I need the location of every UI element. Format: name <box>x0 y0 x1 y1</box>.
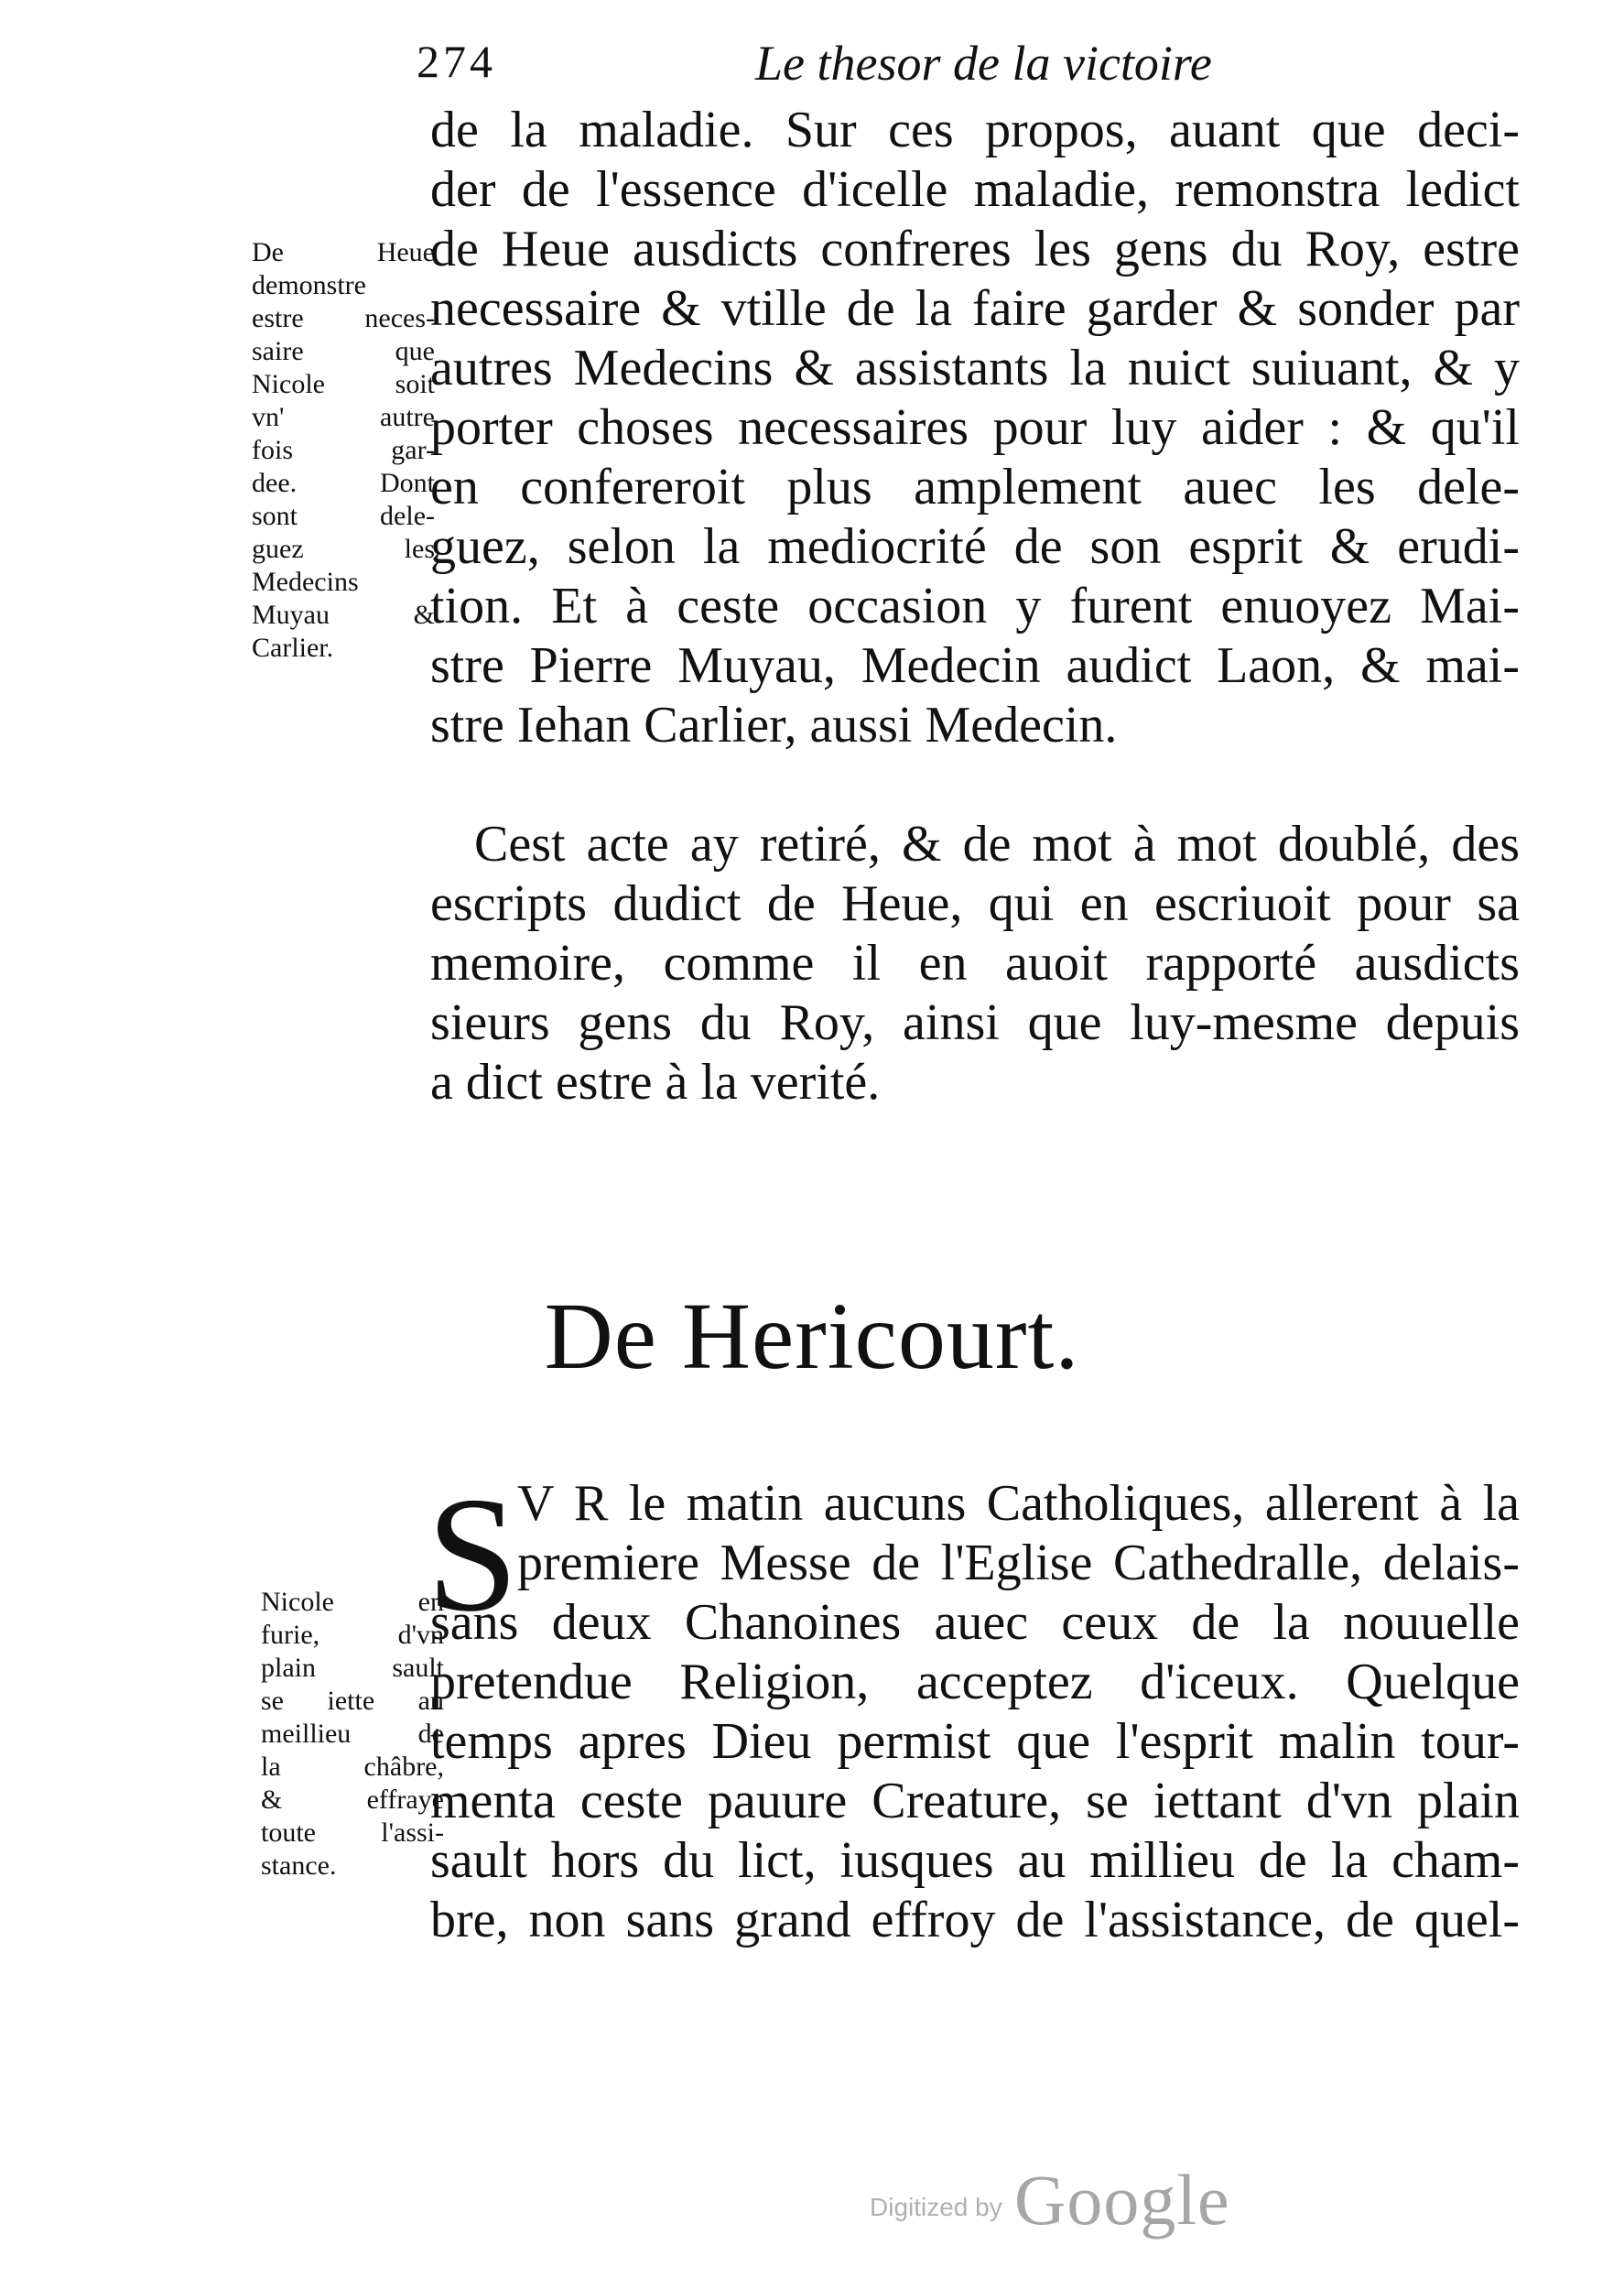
text-line: de la maladie. Sur ces propos, auant que deci- <box>430 102 1520 158</box>
margin-note-line: estre neces- <box>252 303 435 333</box>
section-title: De Hericourt. <box>544 1284 1080 1389</box>
text-line: tion. Et à ceste occasion y furent enuoyez Mai- <box>430 578 1520 635</box>
margin-note-2 <box>261 1586 444 1882</box>
running-head <box>417 35 1240 99</box>
text-line: bre, non sans grand effroy de l'assistance, de quel- <box>430 1892 1520 1948</box>
margin-note-line: meillieu de <box>261 1719 444 1749</box>
text-line: Cest acte ay retiré, & de mot à mot doublé, des <box>474 816 1520 873</box>
text-line: stre Pierre Muyau, Medecin audict Laon, & mai- <box>430 637 1520 694</box>
text-line: en confereroit plus amplement auec les dele- <box>430 459 1520 515</box>
drop-cap: S <box>427 1463 519 1645</box>
margin-note-line: saire que <box>252 336 435 366</box>
margin-note-line: Carlier. <box>252 633 334 663</box>
margin-note-line: sont dele- <box>252 501 435 531</box>
margin-note-1 <box>252 236 435 665</box>
margin-note-line: la châbre, <box>261 1752 444 1782</box>
margin-note-line: Medecins <box>252 567 359 597</box>
text-line: porter choses necessaires pour luy aider : & qu'il <box>430 399 1520 456</box>
text-line: de Heue ausdicts confreres les gens du Roy, estre <box>430 221 1520 277</box>
margin-note-line: guez les <box>252 534 435 564</box>
text-line: sault hors du lict, iusques au millieu de la cham- <box>430 1832 1520 1889</box>
text-line: stre Iehan Carlier, aussi Medecin. <box>430 697 1118 754</box>
text-line: V R le matin aucuns Catholiques, allerent à la <box>517 1475 1520 1532</box>
paragraph-1 <box>430 101 1520 755</box>
margin-note-line: stance. <box>261 1850 337 1881</box>
margin-note-line: vn' autre <box>252 402 435 432</box>
margin-note-line: Nicole soit <box>252 369 435 399</box>
text-line: necessaire & vtille de la faire garder & sonder par <box>430 280 1520 337</box>
text-line: temps apres Dieu permist que l'esprit malin tour- <box>430 1713 1520 1770</box>
text-line: autres Medecins & assistants la nuict suiuant, & y <box>430 340 1520 396</box>
margin-note-line: dee. Dont <box>252 468 435 498</box>
page-number: 274 <box>417 36 496 87</box>
margin-note-line: toute l'assi- <box>261 1817 444 1848</box>
text-line: der de l'essence d'icelle maladie, remonstra ledict <box>430 161 1520 218</box>
margin-note-line: De Heue <box>252 237 435 267</box>
margin-note-line: Nicole en <box>261 1587 444 1617</box>
margin-note-line: plain sault <box>261 1653 444 1683</box>
text-line: pretendue Religion, acceptez d'iceux. Quelque <box>430 1654 1520 1710</box>
margin-note-line: Muyau & <box>252 600 435 630</box>
margin-note-line: & effraye <box>261 1785 444 1815</box>
text-line: a dict estre à la verité. <box>430 1054 881 1111</box>
margin-note-line: se iette au <box>261 1686 444 1716</box>
text-line: escripts dudict de Heue, qui en escriuoit pour sa <box>430 875 1520 932</box>
margin-note-line: fois gar- <box>252 435 435 465</box>
digitized-by-label: Digitized by <box>870 2193 1002 2221</box>
text-line: menta ceste pauure Creature, se iettant d'vn plain <box>430 1773 1520 1829</box>
text-line: premiere Messe de l'Eglise Cathedralle, delais- <box>517 1535 1520 1591</box>
margin-note-line: furie, d'vn <box>261 1620 444 1650</box>
text-line: sans deux Chanoines auec ceux de la nouuelle <box>430 1594 1520 1651</box>
google-watermark: Google <box>1014 2160 1230 2240</box>
text-line: sieurs gens du Roy, ainsi que luy-mesme depuis <box>430 994 1520 1051</box>
text-line: memoire, comme il en auoit rapporté ausdicts <box>430 935 1520 992</box>
paragraph-3 <box>430 1474 1520 1950</box>
paragraph-2 <box>430 815 1520 1112</box>
margin-note-line: demonstre <box>252 270 366 300</box>
text-line: guez, selon la mediocrité de son esprit & erudi- <box>430 518 1520 575</box>
running-title: Le thesor de la victoire <box>755 36 1212 91</box>
